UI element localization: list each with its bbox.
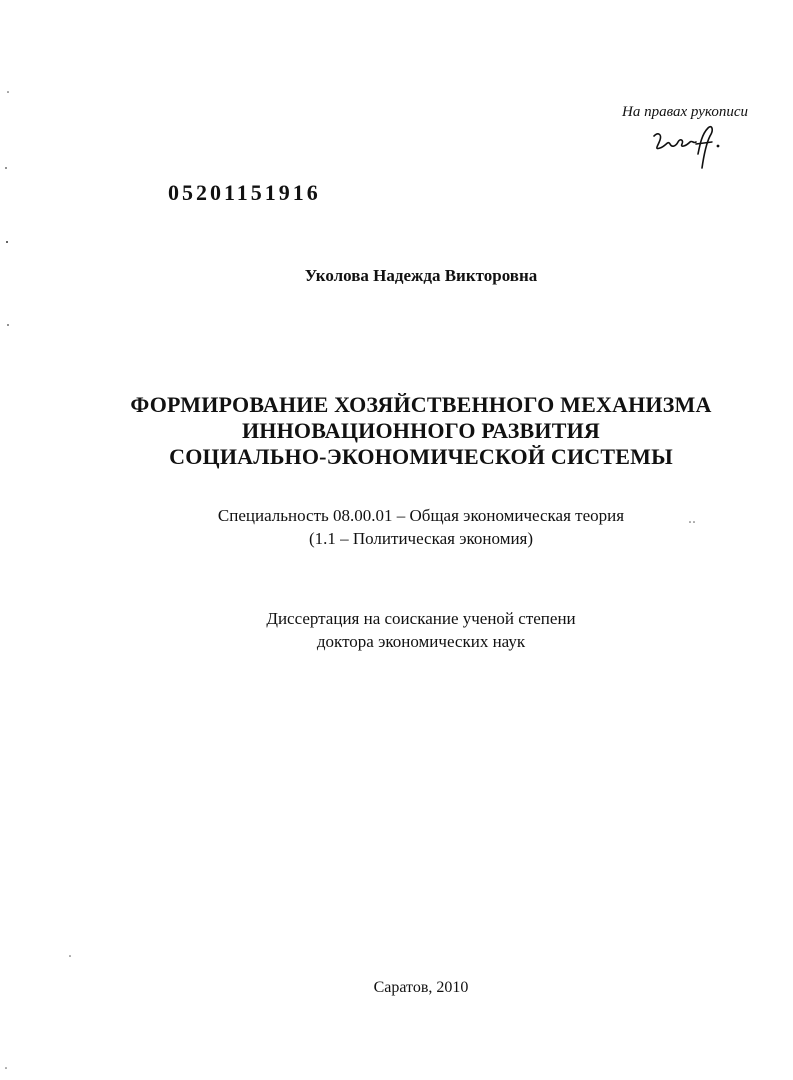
handwritten-signature — [648, 124, 726, 174]
title-line: ИННОВАЦИОННОГО РАЗВИТИЯ — [242, 418, 600, 443]
specialty-block — [0, 504, 793, 550]
degree-block — [0, 607, 793, 653]
title-line: ФОРМИРОВАНИЕ ХОЗЯЙСТВЕННОГО МЕХАНИЗМА — [130, 392, 712, 417]
dissertation-title — [0, 392, 793, 470]
degree-subline: доктора экономических наук — [316, 632, 526, 651]
city-year: Саратов, 2010 — [373, 979, 469, 996]
title-line: СОЦИАЛЬНО-ЭКОНОМИЧЕСКОЙ СИСТЕМЫ — [169, 444, 673, 469]
rights-note: На правах рукописи — [622, 104, 748, 120]
author-name: Уколова Надежда Викторовна — [304, 266, 538, 285]
degree-line: Диссертация на соискание ученой степени — [266, 609, 576, 628]
specialty-subline: (1.1 – Политическая экономия) — [308, 529, 534, 548]
archive-number: 05201151916 — [168, 180, 321, 205]
specialty-line: Специальность 08.00.01 – Общая экономическая теория — [217, 506, 625, 525]
